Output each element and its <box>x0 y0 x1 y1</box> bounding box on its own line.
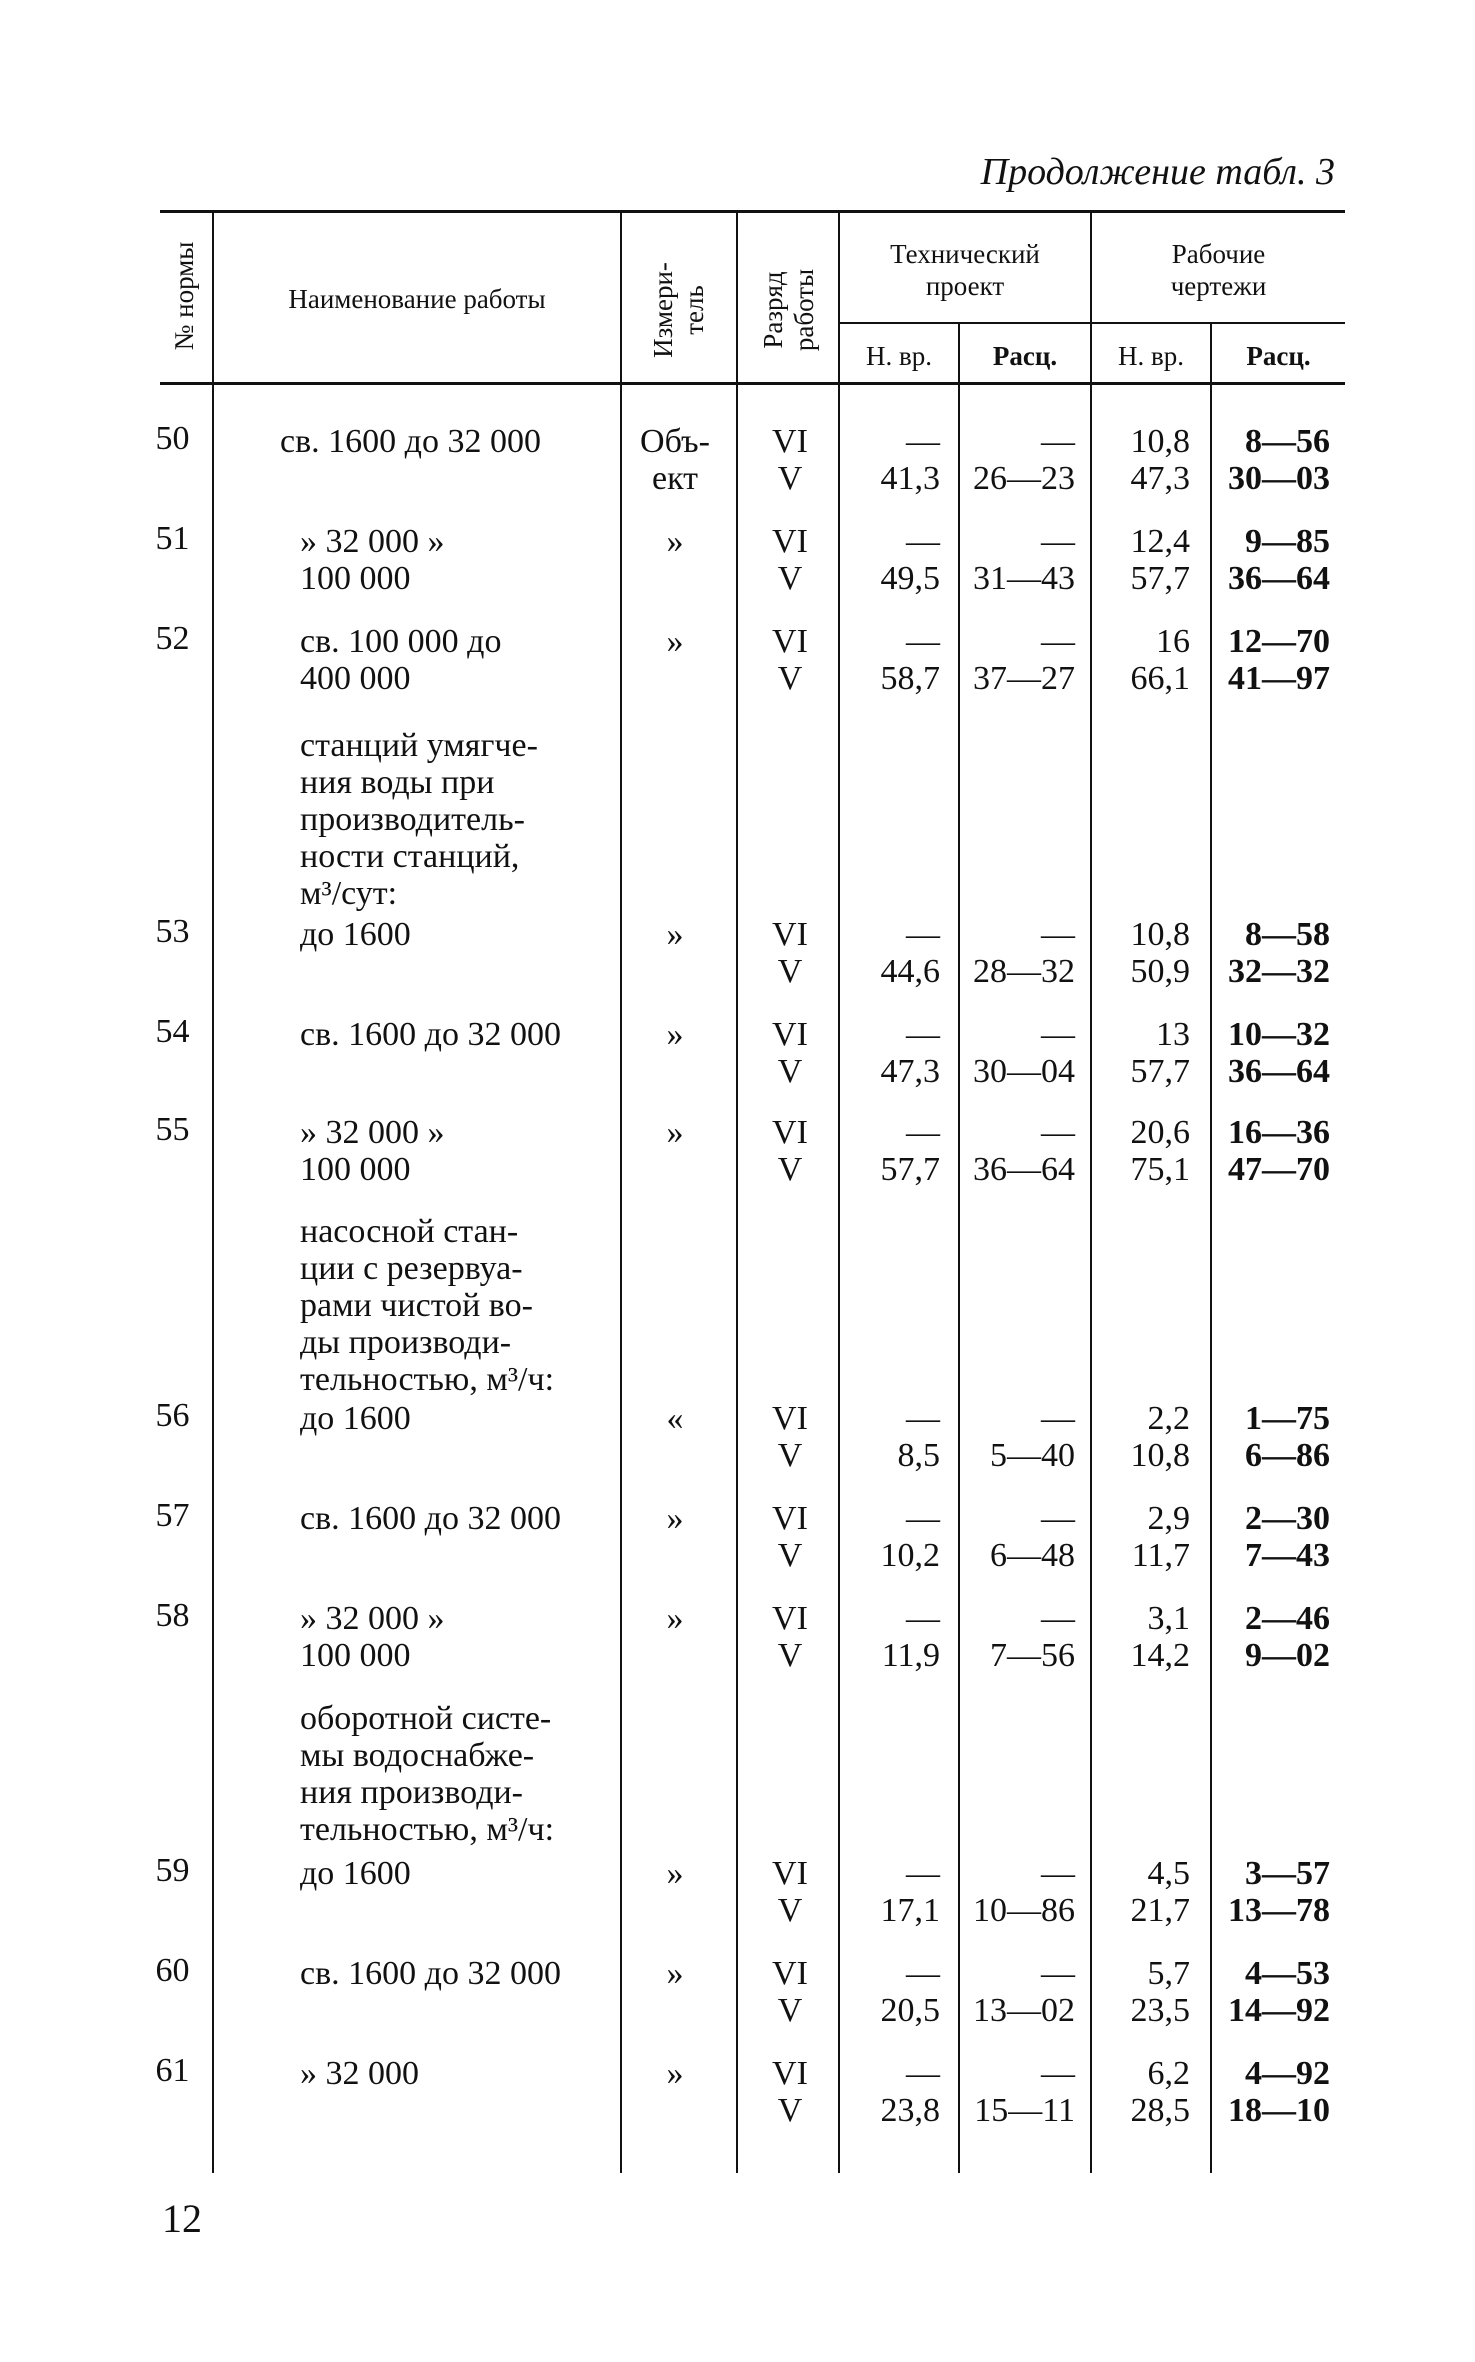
row-num: 57 <box>155 1497 190 1534</box>
header-unit: Измери- тель <box>648 262 710 358</box>
row-num: 58 <box>155 1597 190 1634</box>
row-name: » 32 000 <box>300 2055 419 2092</box>
row-tech-nvr: — 20,5 <box>880 1955 940 2029</box>
row-name: до 1600 <box>300 1855 411 1892</box>
row-work-nvr: 6,2 28,5 <box>1130 2055 1190 2129</box>
row-work-ras: 16—36 47—70 <box>1228 1114 1330 1188</box>
row-work-ras: 4—92 18—10 <box>1228 2055 1330 2129</box>
row-unit: Объ- ект <box>640 423 710 497</box>
row-work-nvr: 2,2 10,8 <box>1130 1400 1190 1474</box>
row-name: » 32 000 » 100 000 <box>300 1114 445 1188</box>
row-tech-nvr: — 8,5 <box>897 1400 940 1474</box>
header-bottom-rule <box>160 382 1345 385</box>
row-tech-ras: — 5—40 <box>990 1400 1075 1474</box>
row-name: св. 1600 до 32 000 <box>300 1500 561 1537</box>
row-work-nvr: 10,8 50,9 <box>1130 916 1190 990</box>
row-tech-nvr: — 23,8 <box>880 2055 940 2129</box>
row-unit: » <box>666 2055 684 2092</box>
row-work-ras: 10—32 36—64 <box>1228 1016 1330 1090</box>
group-heading-pump-station: насосной стан- ции с резервуа- рами чистой во- ды производи- тельностью, м³/ч: <box>300 1213 555 1398</box>
row-tech-ras: — 26—23 <box>973 423 1075 497</box>
row-num: 52 <box>155 620 190 657</box>
row-unit: » <box>666 1955 684 1992</box>
row-name: до 1600 <box>300 1400 411 1437</box>
table-caption: Продолжение табл. 3 <box>980 151 1335 193</box>
row-grade: VI V <box>772 2055 808 2129</box>
row-unit: » <box>666 1016 684 1053</box>
row-tech-ras: — 30—04 <box>973 1016 1075 1090</box>
row-name: до 1600 <box>300 916 411 953</box>
row-tech-nvr: — 10,2 <box>880 1500 940 1574</box>
row-work-nvr: 20,6 75,1 <box>1130 1114 1190 1188</box>
header-top-rule <box>160 210 1345 213</box>
row-grade: VI V <box>772 1955 808 2029</box>
row-num: 53 <box>155 913 190 950</box>
row-grade: VI V <box>772 1600 808 1674</box>
row-tech-nvr: — 47,3 <box>880 1016 940 1090</box>
row-unit: » <box>666 1600 684 1637</box>
row-grade: VI V <box>772 1500 808 1574</box>
row-grade: VI V <box>772 916 808 990</box>
row-name: св. 1600 до 32 000 <box>300 1955 561 1992</box>
row-name: св. 1600 до 32 000 <box>280 423 541 460</box>
row-unit: » <box>666 623 684 660</box>
row-work-nvr: 16 66,1 <box>1130 623 1190 697</box>
col-rule-3 <box>736 213 738 2173</box>
row-tech-nvr: — 11,9 <box>881 1600 940 1674</box>
row-tech-ras: — 37—27 <box>973 623 1075 697</box>
header-group-work: Рабочие чертежи <box>1170 239 1267 302</box>
row-unit: » <box>666 1855 684 1892</box>
header-name: Наименование работы <box>288 284 546 314</box>
row-tech-ras: — 6—48 <box>990 1500 1075 1574</box>
group-heading-recycling: оборотной систе- мы водоснабже- ния производи- тельностью, м³/ч: <box>300 1700 555 1848</box>
col-rule-1 <box>212 213 214 2173</box>
row-tech-ras: — 31—43 <box>973 523 1075 597</box>
row-unit: » <box>666 916 684 953</box>
row-grade: VI V <box>772 1400 808 1474</box>
row-tech-ras: — 10—86 <box>973 1855 1075 1929</box>
row-unit: » <box>666 1500 684 1537</box>
row-num: 50 <box>155 420 190 457</box>
row-tech-nvr: — 17,1 <box>880 1855 940 1929</box>
row-name: св. 1600 до 32 000 <box>300 1016 561 1053</box>
row-num: 60 <box>155 1952 190 1989</box>
row-work-ras: 2—30 7—43 <box>1245 1500 1330 1574</box>
row-grade: VI V <box>772 1016 808 1090</box>
header-sub-ras-1: Расц. <box>992 341 1058 371</box>
row-tech-ras: — 7—56 <box>990 1600 1075 1674</box>
row-num: 61 <box>155 2052 190 2089</box>
row-work-nvr: 3,1 14,2 <box>1130 1600 1190 1674</box>
row-work-nvr: 2,9 11,7 <box>1131 1500 1190 1574</box>
row-name: » 32 000 » 100 000 <box>300 1600 445 1674</box>
row-name: » 32 000 » 100 000 <box>300 523 445 597</box>
header-grade: Разряд работы <box>758 268 820 352</box>
row-unit: » <box>666 1114 684 1151</box>
group-heading-softening: станций умягче- ния воды при производитель- ности станций, м³/сут: <box>300 727 538 912</box>
row-grade: VI V <box>772 1855 808 1929</box>
row-grade: VI V <box>772 623 808 697</box>
row-work-nvr: 4,5 21,7 <box>1130 1855 1190 1929</box>
page-number: 12 <box>162 2196 202 2241</box>
row-tech-nvr: — 57,7 <box>880 1114 940 1188</box>
row-work-ras: 9—85 36—64 <box>1228 523 1330 597</box>
header-num: № нормы <box>169 241 199 351</box>
row-work-ras: 8—58 32—32 <box>1228 916 1330 990</box>
row-tech-ras: — 28—32 <box>973 916 1075 990</box>
row-unit: » <box>666 523 684 560</box>
row-work-ras: 12—70 41—97 <box>1228 623 1330 697</box>
row-grade: VI V <box>772 1114 808 1188</box>
row-num: 54 <box>155 1013 190 1050</box>
header-group-tech: Технический проект <box>890 239 1040 302</box>
header-sub-ras-2: Расц. <box>1246 341 1311 371</box>
row-work-ras: 3—57 13—78 <box>1228 1855 1330 1929</box>
row-work-nvr: 13 57,7 <box>1130 1016 1190 1090</box>
row-tech-nvr: — 49,5 <box>880 523 940 597</box>
row-num: 51 <box>155 520 190 557</box>
row-grade: VI V <box>772 423 808 497</box>
row-work-ras: 8—56 30—03 <box>1228 423 1330 497</box>
row-num: 59 <box>155 1852 190 1889</box>
row-grade: VI V <box>772 523 808 597</box>
col-rule-2 <box>620 213 622 2173</box>
row-tech-nvr: — 44,6 <box>880 916 940 990</box>
row-work-nvr: 5,7 23,5 <box>1130 1955 1190 2029</box>
row-tech-nvr: — 58,7 <box>880 623 940 697</box>
row-work-ras: 4—53 14—92 <box>1228 1955 1330 2029</box>
row-tech-ras: — 36—64 <box>973 1114 1075 1188</box>
row-work-ras: 1—75 6—86 <box>1245 1400 1330 1474</box>
row-work-nvr: 12,4 57,7 <box>1130 523 1190 597</box>
header-sub-nvr-1: Н. вр. <box>866 341 932 371</box>
row-tech-nvr: — 41,3 <box>880 423 940 497</box>
row-work-ras: 2—46 9—02 <box>1245 1600 1330 1674</box>
row-num: 55 <box>155 1111 190 1148</box>
col-rule-6 <box>1090 213 1092 2173</box>
row-num: 56 <box>155 1397 190 1434</box>
row-unit: « <box>666 1400 684 1437</box>
row-name: св. 100 000 до 400 000 <box>300 623 502 697</box>
header-sub-nvr-2: Н. вр. <box>1118 341 1184 371</box>
row-tech-ras: — 15—11 <box>974 2055 1075 2129</box>
row-work-nvr: 10,8 47,3 <box>1130 423 1190 497</box>
row-tech-ras: — 13—02 <box>973 1955 1075 2029</box>
